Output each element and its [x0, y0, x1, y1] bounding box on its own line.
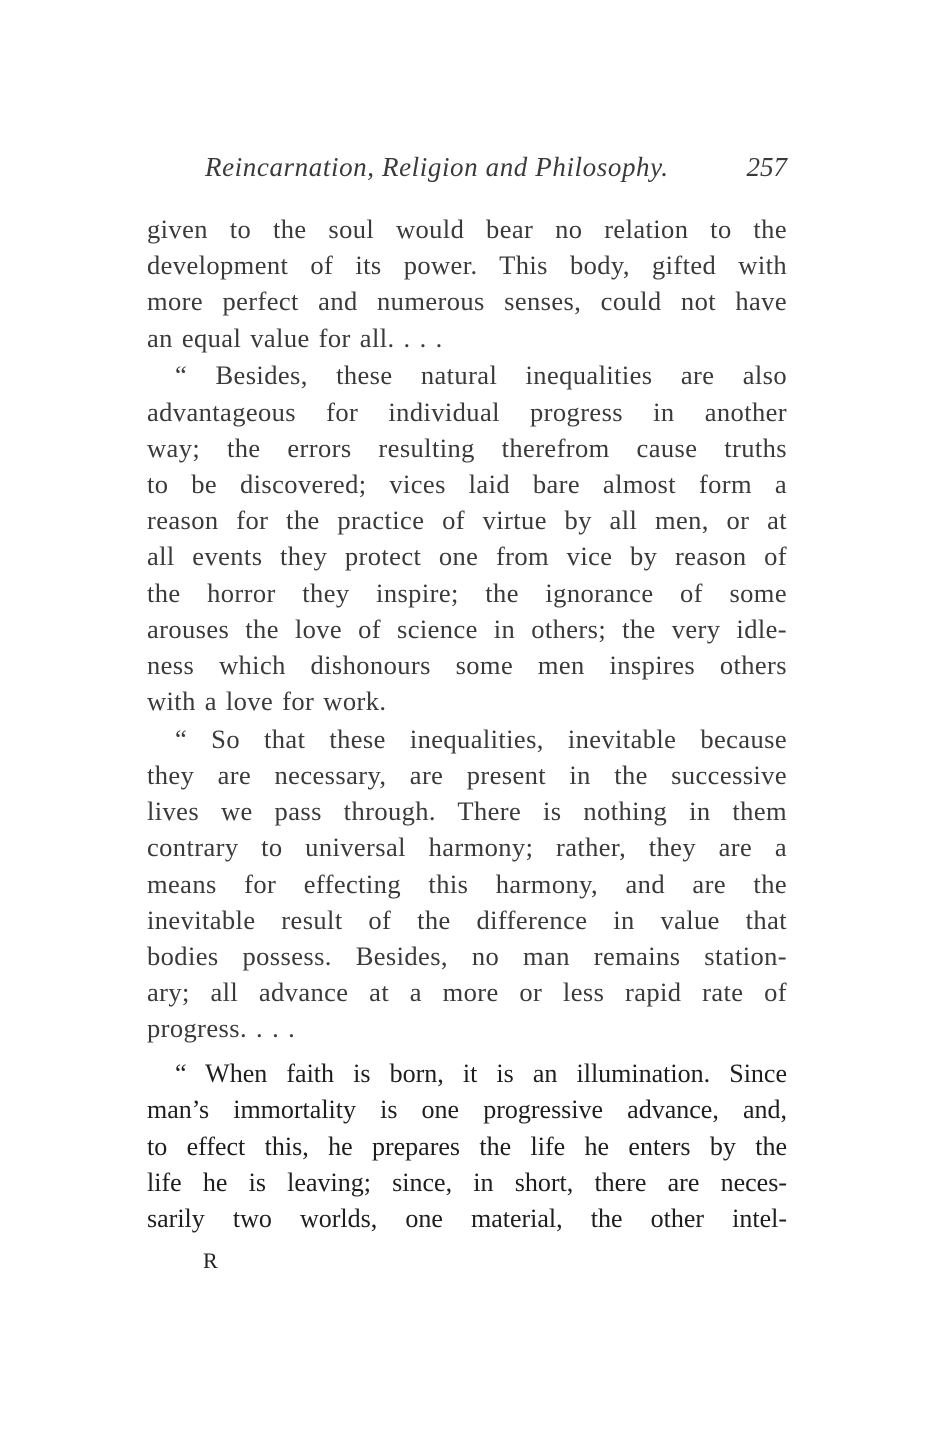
running-header [205, 152, 787, 188]
text-line: they are necessary, are present in the successive [147, 760, 787, 790]
text-line: to be discovered; vices laid bare almost form a [147, 468, 787, 499]
text-line: contrary to universal harmony; rather, they are a [147, 832, 787, 863]
text-line: means for effecting this harmony, and are the [147, 868, 787, 899]
text-line: “ So that these inequalities, inevitable because [175, 723, 787, 754]
text-line: given to the soul would bear no relation to the [147, 214, 787, 244]
text-line: advantageous for individual progress in another [147, 396, 787, 427]
text-line: more perfect and numerous senses, could not have [147, 286, 787, 317]
text-line: sarily two worlds, one material, the other intel- [147, 1203, 787, 1233]
text-line: man’s immortality is one progressive advance, and, [147, 1095, 787, 1125]
text-line: development of its power. This body, gifted with [147, 250, 787, 281]
text-line: “ Besides, these natural inequalities are also [175, 360, 787, 391]
running-title: Reincarnation, Religion and Philosophy. [205, 152, 669, 182]
text-line: all events they protect one from vice by reason of [147, 541, 787, 572]
text-line: reason for the practice of virtue by all men, or at [147, 505, 787, 536]
text-line: to effect this, he prepares the life he enters by the [147, 1131, 787, 1161]
text-line: lives we pass through. There is nothing in them [147, 796, 787, 827]
text-line: an equal value for all. . . . [147, 322, 443, 353]
text-line: inevitable result of the difference in value that [147, 904, 787, 935]
signature-mark: R [203, 1248, 218, 1273]
text-line: the horror they inspire; the ignorance of some [147, 577, 787, 608]
text-line: bodies possess. Besides, no man remains station- [147, 941, 787, 971]
text-line: ary; all advance at a more or less rapid rate of [147, 977, 787, 1008]
text-line: life he is leaving; since, in short, there are neces- [147, 1167, 787, 1197]
text-line: ness which dishonours some men inspires others [147, 649, 787, 680]
text-line: “ When faith is born, it is an illumination. Since [175, 1059, 787, 1089]
text-line: way; the errors resulting therefrom cause truths [147, 432, 787, 463]
text-line: arouses the love of science in others; the very idle- [147, 613, 787, 644]
page-number: 257 [746, 152, 787, 182]
text-line: with a love for work. [147, 686, 387, 717]
text-line: progress. . . . [147, 1013, 296, 1044]
